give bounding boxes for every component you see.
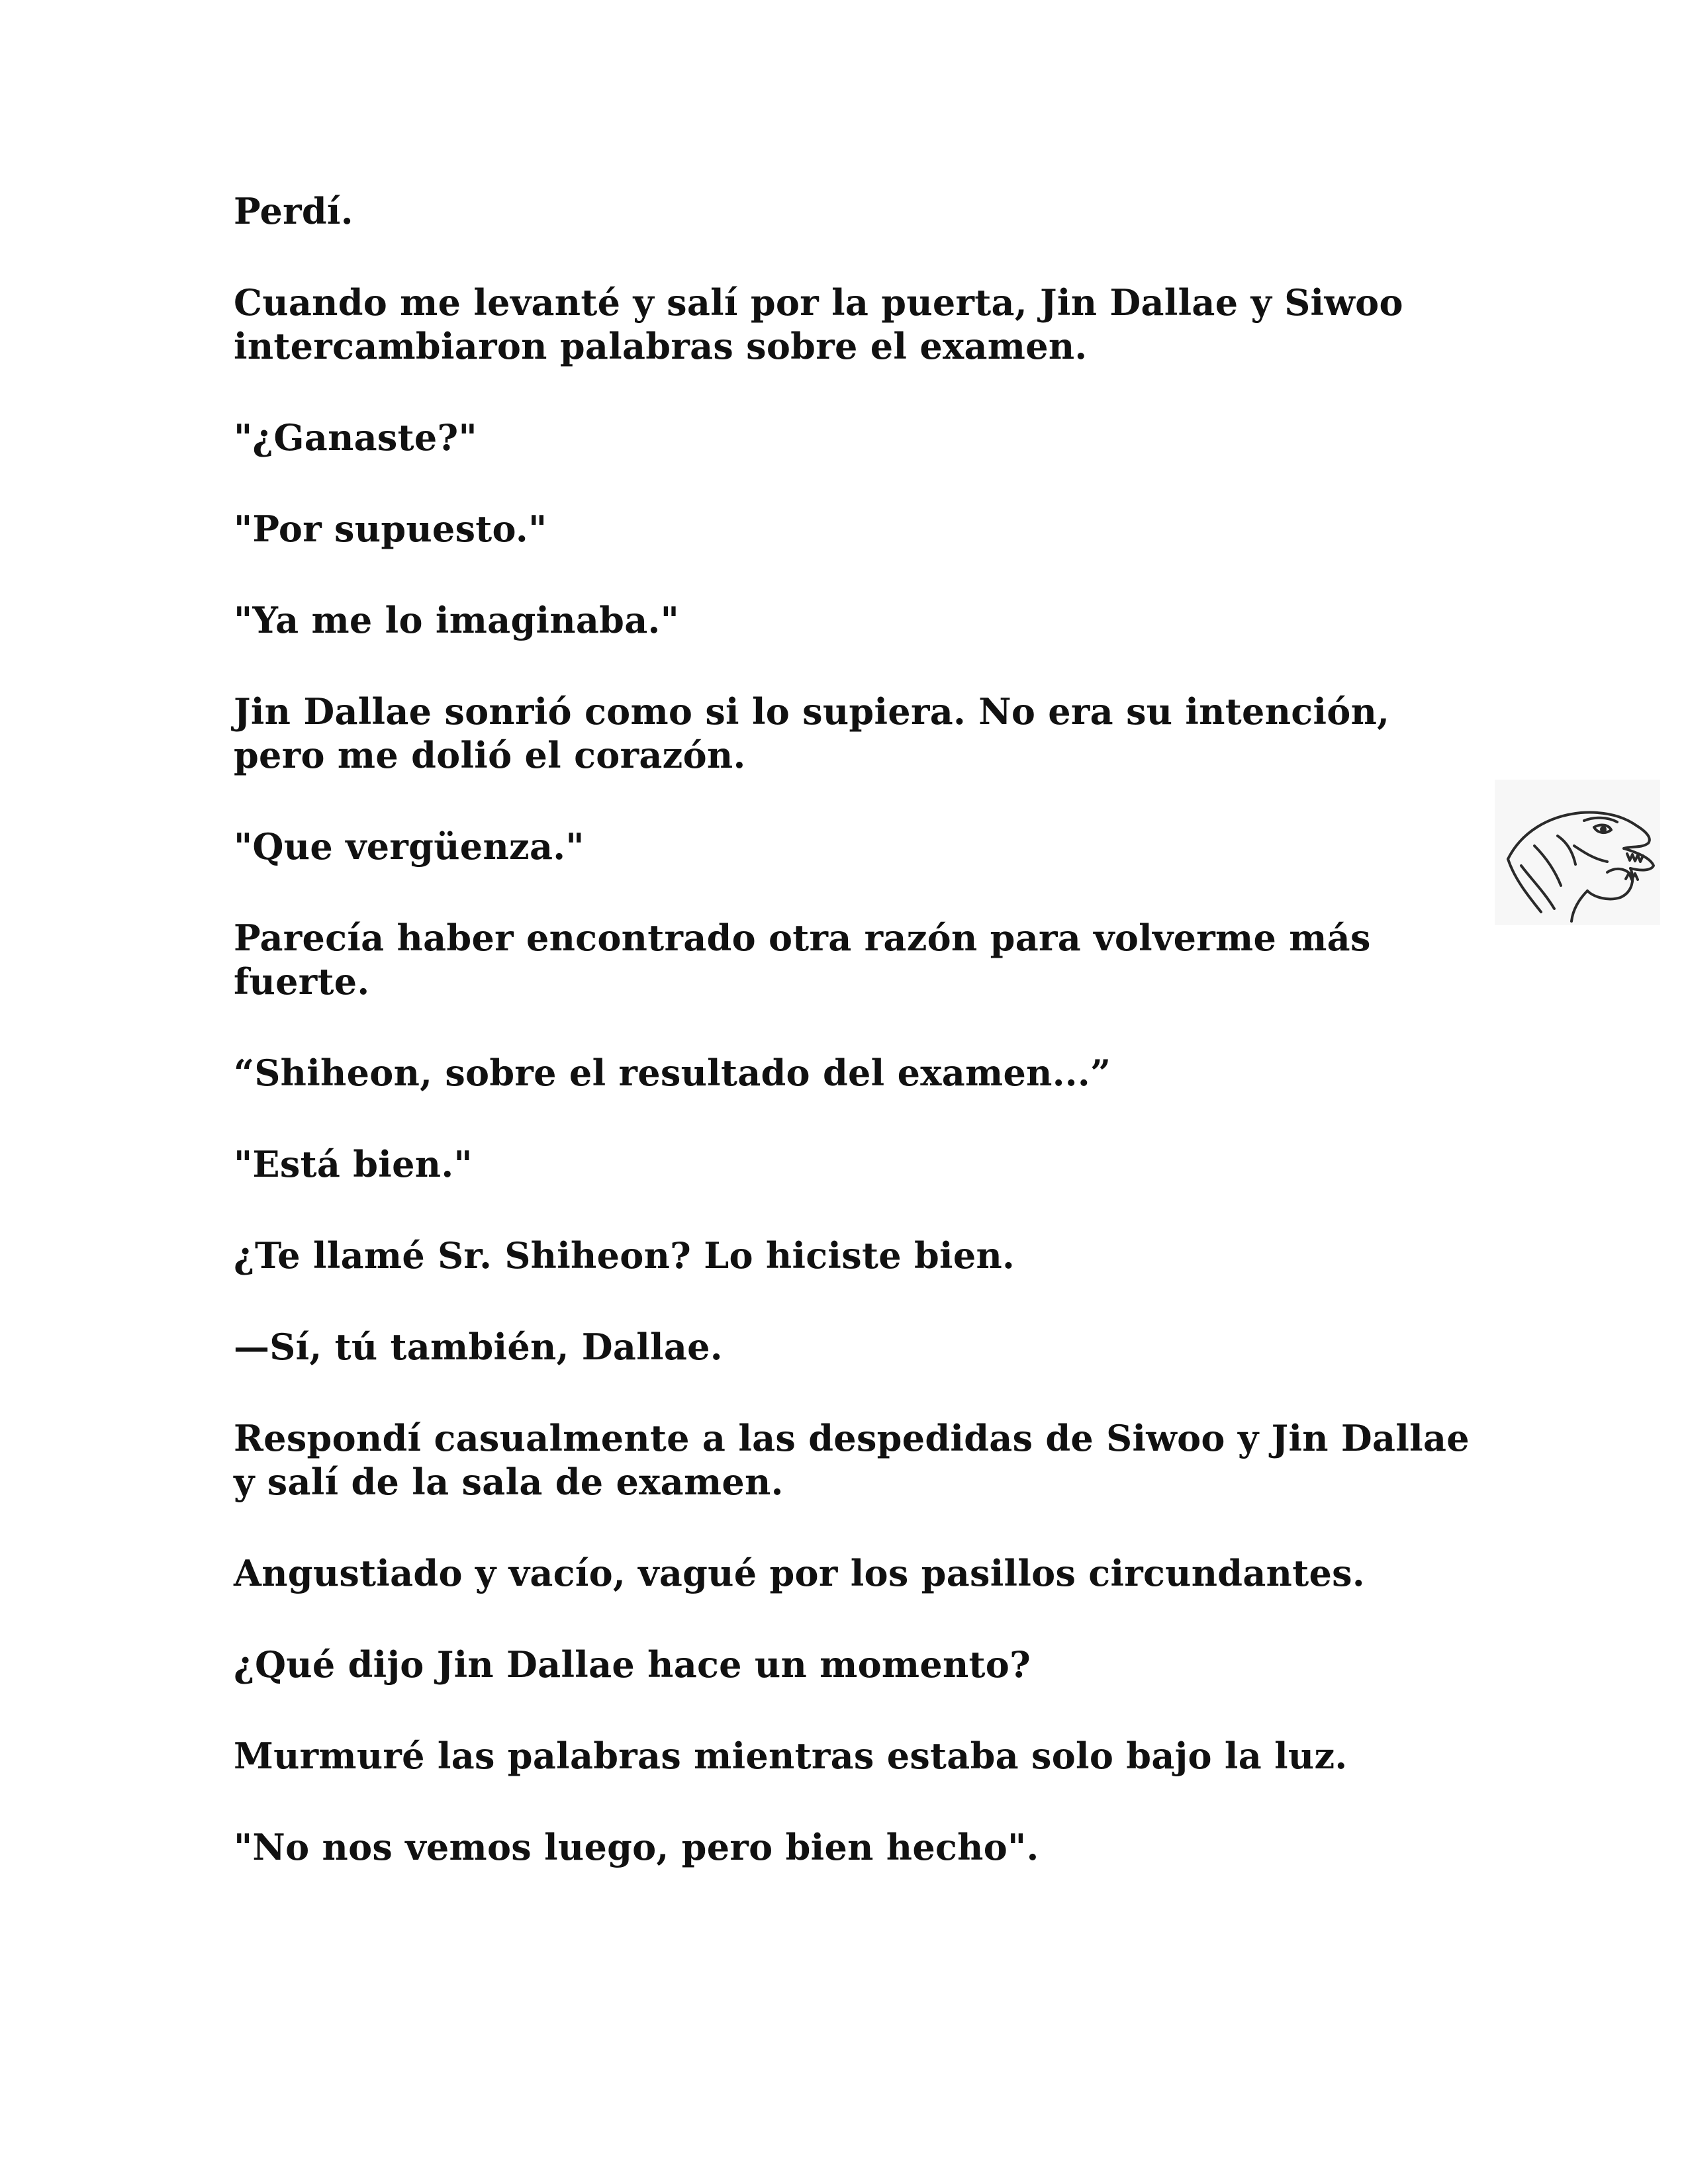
paragraph-5: "Ya me lo imaginaba." [234,599,680,641]
paragraph-9: “Shiheon, sobre el resultado del examen...” [234,1052,1111,1094]
paragraph-6: Jin Dallae sonrió como si lo supiera. No era su intención, pero me dolió el corazón. [234,690,1390,776]
paragraph-16: Murmuré las palabras mientras estaba solo bajo la luz. [234,1735,1348,1777]
paragraph-4: "Por supuesto." [234,508,547,550]
paragraph-17: "No nos vemos luego, pero bien hecho". [234,1826,1039,1868]
paragraph-7: "Que vergüenza." [234,825,585,868]
paragraph-15: ¿Qué dijo Jin Dallae hace un momento? [234,1643,1031,1686]
paragraph-10: "Está bien." [234,1143,473,1185]
paragraph-3: "¿Ganaste?" [234,416,477,459]
paragraph-11: ¿Te llamé Sr. Shiheon? Lo hiciste bien. [234,1234,1015,1277]
paragraph-8: Parecía haber encontrado otra razón para volverme más fuerte. [234,917,1371,1003]
document-body [234,189,1491,1917]
paragraph-12: —Sí, tú también, Dallae. [234,1326,723,1368]
paragraph-13: Respondí casualmente a las despedidas de Siwoo y Jin Dallae y salí de la sala de examen. [234,1417,1470,1503]
paragraph-1: Perdí. [234,190,353,232]
paragraph-14: Angustiado y vacío, vagué por los pasillos circundantes. [234,1552,1365,1594]
dinosaur-head-icon [1495,780,1660,925]
paragraph-2: Cuando me levanté y salí por la puerta, Jin Dallae y Siwoo intercambiaron palabras sobre el examen. [234,281,1403,367]
